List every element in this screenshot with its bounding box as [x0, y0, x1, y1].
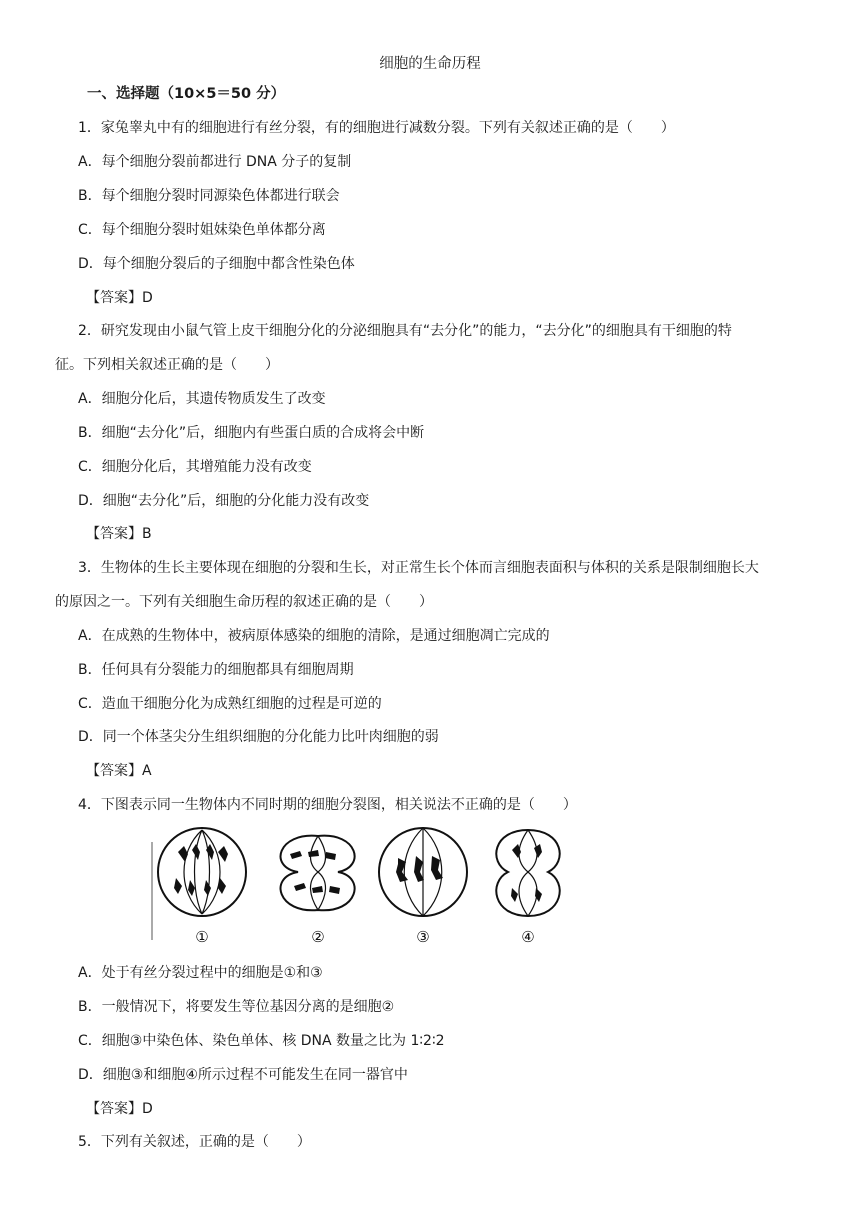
- question-3-stem-cont: 的原因之一。下列有关细胞生命历程的叙述正确的是（ ）: [55, 594, 433, 610]
- question-1-stem: 1．家兔睾丸中有的细胞进行有丝分裂，有的细胞进行减数分裂。下列有关叙述正确的是（ ）: [78, 120, 675, 136]
- cell-division-diagram: [148, 822, 578, 948]
- question-4-option-a: A．处于有丝分裂过程中的细胞是①和③: [78, 965, 323, 981]
- question-4-answer: 【答案】D: [86, 1101, 153, 1117]
- question-2-answer: 【答案】B: [86, 526, 152, 542]
- question-3-option-a: A．在成熟的生物体中，被病原体感染的细胞的清除，是通过细胞凋亡完成的: [78, 628, 550, 644]
- figure-label-2: ②: [311, 928, 325, 946]
- question-5-stem: 5．下列有关叙述，正确的是（ ）: [78, 1134, 311, 1150]
- cell-division-figure: [148, 822, 578, 948]
- figure-label-3: ③: [416, 928, 430, 946]
- cell-3-drawing: [379, 828, 467, 916]
- question-2-option-d: D．细胞“去分化”后，细胞的分化能力没有改变: [78, 493, 370, 509]
- question-1-answer: 【答案】D: [86, 290, 153, 306]
- question-2-option-a: A．细胞分化后，其遗传物质发生了改变: [78, 391, 326, 407]
- question-2-option-c: C．细胞分化后，其增殖能力没有改变: [78, 459, 312, 475]
- question-3-option-b: B．任何具有分裂能力的细胞都具有细胞周期: [78, 662, 354, 678]
- question-4-stem: 4．下图表示同一生物体内不同时期的细胞分裂图，相关说法不正确的是（ ）: [78, 797, 577, 813]
- page-title: 细胞的生命历程: [379, 56, 481, 72]
- question-4-option-b: B．一般情况下，将要发生等位基因分离的是细胞②: [78, 999, 395, 1015]
- question-3-option-c: C．造血干细胞分化为成熟红细胞的过程是可逆的: [78, 696, 382, 712]
- figure-label-1: ①: [195, 928, 209, 946]
- question-4-option-c: C．细胞③中染色体、染色单体、核 DNA 数量之比为 1∶2∶2: [78, 1033, 445, 1049]
- cell-1-drawing: [158, 828, 246, 916]
- section-heading: 一、选择题（10×5＝50 分）: [87, 86, 286, 102]
- question-1-option-d: D．每个细胞分裂后的子细胞中都含性染色体: [78, 256, 355, 272]
- question-1-option-a: A．每个细胞分裂前都进行 DNA 分子的复制: [78, 154, 352, 170]
- question-4-option-d: D．细胞③和细胞④所示过程不可能发生在同一器官中: [78, 1067, 408, 1083]
- question-3-stem: 3．生物体的生长主要体现在细胞的分裂和生长，对正常生长个体而言细胞表面积与体积的关系是限制细胞长大: [78, 560, 759, 576]
- question-2-stem: 2．研究发现由小鼠气管上皮干细胞分化的分泌细胞具有“去分化”的能力，“去分化”的细胞具有干细胞的特: [78, 323, 732, 339]
- figure-label-4: ④: [521, 928, 535, 946]
- question-1-option-c: C．每个细胞分裂时姐妹染色单体都分离: [78, 222, 326, 238]
- cell-4-drawing: [496, 830, 559, 916]
- question-1-option-b: B．每个细胞分裂时同源染色体都进行联会: [78, 188, 340, 204]
- question-2-stem-cont: 征。下列相关叙述正确的是（ ）: [55, 357, 279, 373]
- cell-2-drawing: [281, 836, 355, 911]
- question-3-answer: 【答案】A: [86, 763, 152, 779]
- question-3-option-d: D．同一个体茎尖分生组织细胞的分化能力比叶肉细胞的弱: [78, 729, 439, 745]
- question-2-option-b: B．细胞“去分化”后，细胞内有些蛋白质的合成将会中断: [78, 425, 425, 441]
